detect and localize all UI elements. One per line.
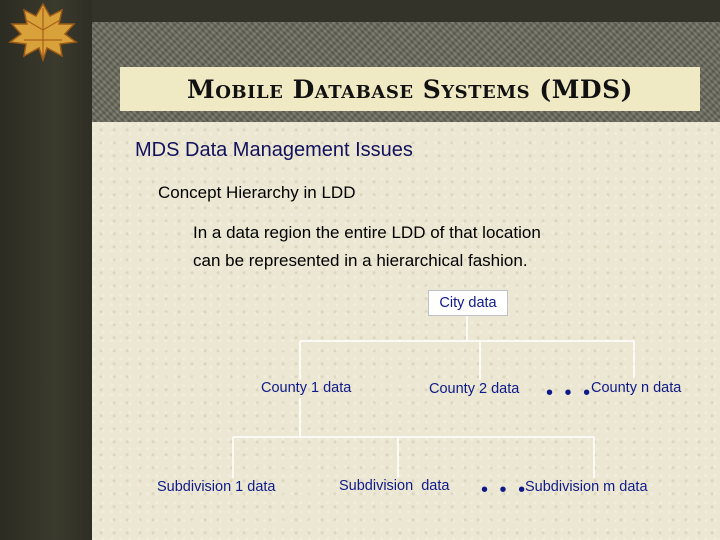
- body-line: In a data region the entire LDD of that location: [193, 223, 541, 242]
- subdivision-1-node: Subdivision 1 data: [157, 479, 276, 495]
- subdivision-ellipsis: • • •: [481, 479, 529, 501]
- body-line: can be represented in a hierarchical fashion.: [193, 251, 528, 270]
- slide-title: Mobile Database Systems (MDS): [187, 74, 633, 104]
- section-heading: MDS Data Management Issues: [135, 139, 413, 161]
- county-ellipsis: • • •: [546, 382, 594, 404]
- subdivision-2-node: Subdivision data: [339, 478, 450, 494]
- county-2-node: County 2 data: [429, 381, 520, 397]
- county-n-node: County n data: [591, 380, 682, 396]
- subdivision-m-node: Subdivision m data: [525, 479, 648, 495]
- county-1-node: County 1 data: [261, 380, 352, 396]
- sub-heading: Concept Hierarchy in LDD: [158, 183, 356, 202]
- city-data-node: City data: [428, 290, 508, 316]
